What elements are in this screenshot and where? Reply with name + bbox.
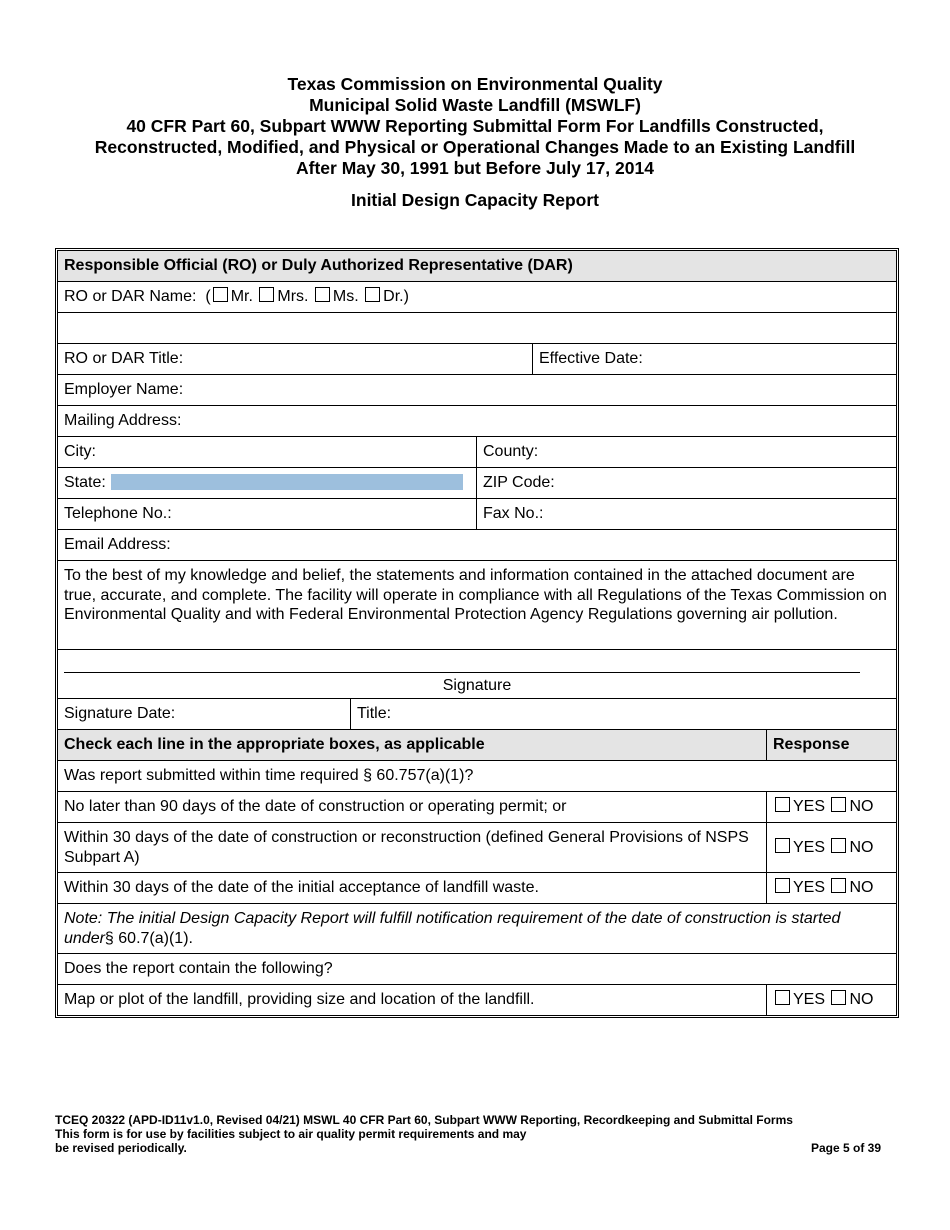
yes-checkbox[interactable] bbox=[775, 878, 790, 893]
dr-checkbox[interactable] bbox=[365, 287, 380, 302]
page-footer bbox=[55, 1113, 881, 1155]
page-number: Page 5 of 39 bbox=[810, 1141, 881, 1155]
note-text: Note: The initial Design Capacity Report will fulfill notification requirement of the date of construction is started under§ 60.7(a)(1). bbox=[64, 910, 841, 947]
effective-date-field[interactable]: Effective Date: bbox=[532, 344, 896, 374]
county-field[interactable]: County: bbox=[476, 437, 896, 467]
mrs-checkbox[interactable] bbox=[259, 287, 274, 302]
no-checkbox[interactable] bbox=[831, 990, 846, 1005]
ms-checkbox[interactable] bbox=[315, 287, 330, 302]
ro-section-header: Responsible Official (RO) or Duly Authorized Representative (DAR) bbox=[58, 251, 896, 281]
checklist-row: Does the report contain the following? bbox=[58, 953, 896, 984]
mailing-address-field[interactable]: Mailing Address: bbox=[64, 412, 182, 429]
signature-date-row bbox=[58, 698, 896, 729]
footer-revision: be revised periodically. bbox=[55, 1141, 187, 1155]
checklist-row: Map or plot of the landfill, providing size and location of the landfill. YES NO bbox=[58, 984, 896, 1015]
email-field[interactable]: Email Address: bbox=[64, 536, 171, 553]
city-row bbox=[58, 436, 896, 467]
email-row bbox=[58, 529, 896, 560]
signature-title-field[interactable]: Title: bbox=[350, 699, 896, 729]
yes-no-response: YES NO bbox=[766, 792, 896, 822]
certification-text: To the best of my knowledge and belief, the statements and information contained in the attached document are true, accurate, and complete. The facility will operate in compliance with all Regulations of the Texas Commission on Environmental Quality and with Federal Environmental Protection Agency Regulations governing air pollution. bbox=[64, 567, 887, 623]
checklist-row: Within 30 days of the date of the initial acceptance of landfill waste. YES NO bbox=[58, 872, 896, 903]
ro-title-field[interactable]: RO or DAR Title: bbox=[64, 350, 184, 367]
city-field[interactable]: City: bbox=[64, 443, 96, 460]
employer-field[interactable]: Employer Name: bbox=[64, 381, 184, 398]
ro-name-row: RO or DAR Name: ( Mr. Mrs. Ms. Dr.) bbox=[58, 281, 896, 312]
employer-row bbox=[58, 374, 896, 405]
fax-field[interactable]: Fax No.: bbox=[476, 499, 896, 529]
state-label: State: bbox=[64, 474, 106, 491]
form-table bbox=[55, 248, 899, 1018]
ro-title-row bbox=[58, 343, 896, 374]
signature-row bbox=[58, 649, 896, 698]
form-header bbox=[0, 74, 950, 179]
state-field[interactable] bbox=[58, 468, 476, 498]
header-scope: Reconstructed, Modified, and Physical or Operational Changes Made to an Existing Landfill bbox=[94, 137, 856, 157]
checklist-header: Check each line in the appropriate boxes, as applicable Response bbox=[58, 729, 896, 760]
checklist-row: Within 30 days of the date of construction or reconstruction (defined General Provisions of NSPS Subpart A) YES NO bbox=[58, 822, 896, 872]
yes-no-response: YES NO bbox=[766, 823, 896, 872]
header-dates: After May 30, 1991 but Before July 17, 2014 bbox=[296, 158, 654, 178]
note-row bbox=[58, 903, 896, 953]
page-title: Initial Design Capacity Report bbox=[351, 190, 599, 210]
signature-line bbox=[64, 672, 860, 673]
ro-name-label: RO or DAR Name: bbox=[64, 288, 197, 305]
yes-no-response: YES NO bbox=[766, 873, 896, 903]
yes-no-response: YES NO bbox=[766, 985, 896, 1015]
phone-field[interactable]: Telephone No.: bbox=[64, 505, 172, 522]
checklist-row: No later than 90 days of the date of construction or operating permit; or YES NO bbox=[58, 791, 896, 822]
footer-form-id: TCEQ 20322 (APD-ID11v1.0, Revised 04/21) MSWL 40 CFR Part 60, Subpart WWW Reporting, Recordkeeping and Submittal Forms bbox=[55, 1113, 793, 1127]
no-checkbox[interactable] bbox=[831, 797, 846, 812]
ro-name-field[interactable] bbox=[58, 312, 896, 343]
footer-usage: This form is for use by facilities subject to air quality permit requirements and may bbox=[55, 1127, 527, 1141]
signature-label: Signature bbox=[442, 677, 512, 694]
yes-checkbox[interactable] bbox=[775, 990, 790, 1005]
no-checkbox[interactable] bbox=[831, 878, 846, 893]
yes-checkbox[interactable] bbox=[775, 838, 790, 853]
header-program: Municipal Solid Waste Landfill (MSWLF) bbox=[309, 95, 641, 115]
no-checkbox[interactable] bbox=[831, 838, 846, 853]
state-highlight bbox=[111, 474, 463, 490]
mailing-row bbox=[58, 405, 896, 436]
response-header: Response bbox=[766, 730, 896, 760]
certification-row bbox=[58, 560, 896, 649]
mr-checkbox[interactable] bbox=[213, 287, 228, 302]
signature-date-field[interactable]: Signature Date: bbox=[64, 705, 176, 722]
header-agency: Texas Commission on Environmental Quality bbox=[287, 74, 663, 94]
checklist-row: Was report submitted within time required § 60.757(a)(1)? bbox=[58, 760, 896, 791]
state-row bbox=[58, 467, 896, 498]
header-regulation: 40 CFR Part 60, Subpart WWW Reporting Submittal Form For Landfills Constructed, bbox=[126, 116, 824, 136]
signature-field[interactable] bbox=[58, 650, 896, 698]
zip-field[interactable]: ZIP Code: bbox=[476, 468, 896, 498]
phone-row bbox=[58, 498, 896, 529]
yes-checkbox[interactable] bbox=[775, 797, 790, 812]
